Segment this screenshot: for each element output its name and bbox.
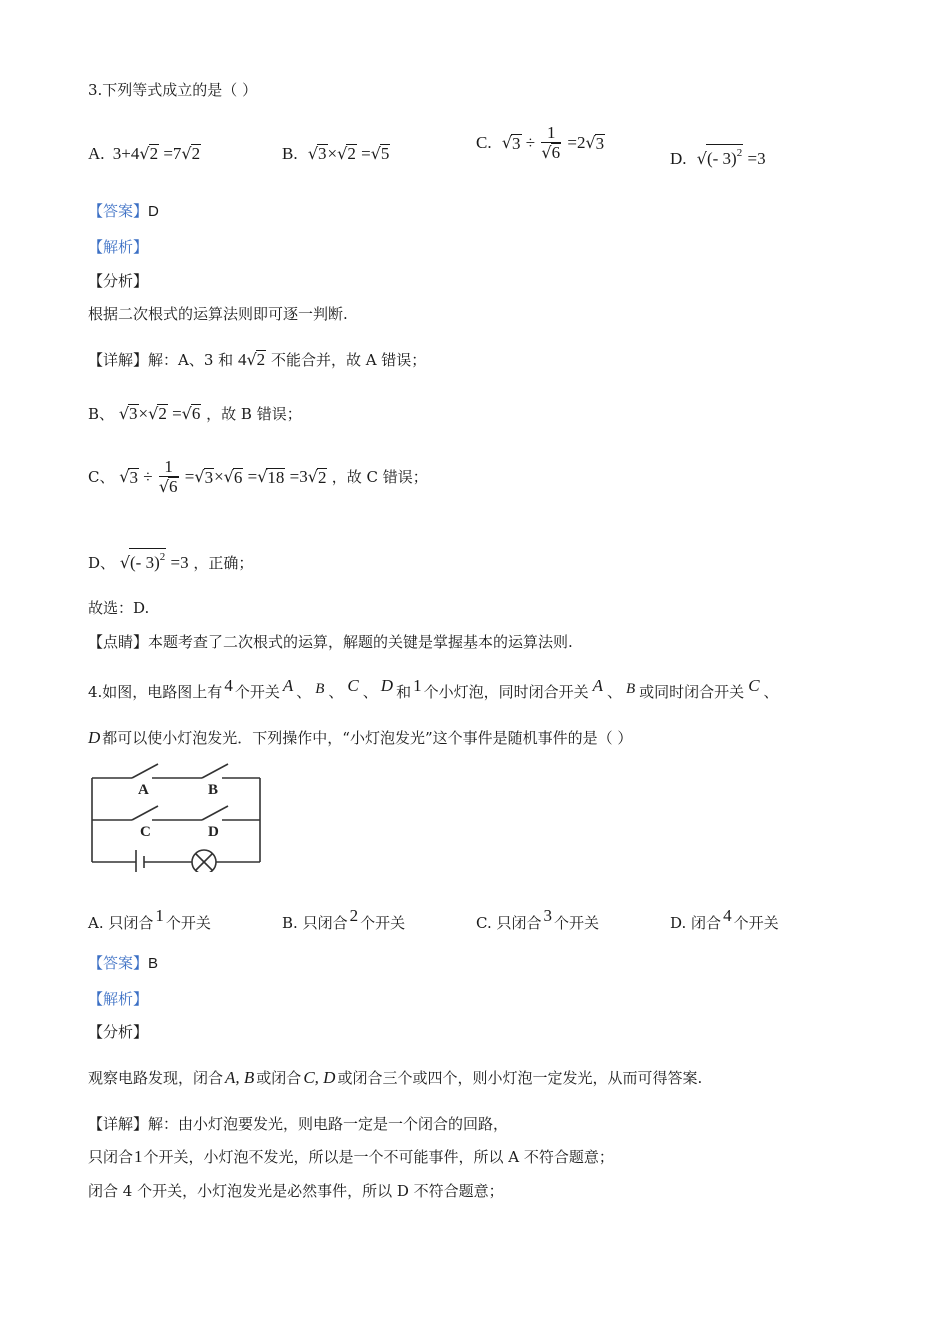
fraction: $\frac{1}{√6}$ <box>541 123 561 162</box>
dianjing: 【点睛】本题考查了二次根式的运算，解题的关键是掌握基本的运算法则. <box>88 633 573 651</box>
radical-icon: √ <box>119 467 130 486</box>
conclusion: 故选：D. <box>88 599 150 617</box>
radical-icon: √ <box>119 553 131 572</box>
detail-c: C、 √3 ÷ $\frac{1}{√6}$ =√3×√6 =√18 =3√2 ，故 C 错误； <box>88 457 428 496</box>
fenxi-text: 根据二次根式的运算法则即可逐一判断. <box>88 305 348 323</box>
radical-icon: √ <box>257 467 268 486</box>
option-label: C. <box>476 133 492 152</box>
radical-icon: √ <box>696 149 707 168</box>
fenxi-tag: 【分析】 <box>88 1023 149 1041</box>
analysis-tag: 【解析】 <box>88 238 149 256</box>
detail-line-2: 只闭合1个开关，小灯泡不发光，所以是一个不可能事件，所以 A 不符合题意； <box>88 1147 614 1166</box>
radical-icon: √ <box>541 143 552 162</box>
radical-icon: √ <box>585 133 596 152</box>
answer-line: 【答案】B <box>88 954 159 972</box>
q4-stem-line1: 4.如图，电路图上有 4 个开关 A 、 B 、 C 、 D 和 1 个小灯泡，同时闭合开关 A 、 B 或同时闭合开关 C 、 <box>88 676 779 701</box>
detail-line-3: 闭合 4 个开关，小灯泡发光是必然事件，所以 D 不符合题意； <box>88 1182 504 1200</box>
switch-b <box>202 764 228 778</box>
q4-option-d: D. 闭合 4 个开关 <box>670 906 779 932</box>
option-label: B. <box>282 144 298 163</box>
radical-icon: √ <box>158 477 170 496</box>
radical-icon: √ <box>148 404 159 423</box>
radical-icon: √ <box>501 133 513 152</box>
detail-a: 【详解】解：A、3 和 4√2 不能合并，故 A 错误； <box>88 350 427 369</box>
fraction: $\frac{1}{√6}$ <box>158 457 178 496</box>
q3-option-c: C. √3 ÷ $\frac{1}{√6}$ =2√3 <box>476 123 605 162</box>
radical-icon: √ <box>194 467 205 486</box>
radical-icon: √ <box>307 467 318 486</box>
switch-label-d: D <box>208 824 219 840</box>
radical-icon: √ <box>307 144 319 163</box>
switch-label-c: C <box>140 824 151 840</box>
fenxi-text: 观察电路发现，闭合 A, B 或闭合 C, D 或闭合三个或四个，则小灯泡一定发光，从而可得答案. <box>88 1068 703 1087</box>
radical-icon: √ <box>181 404 192 423</box>
radical-icon: √ <box>370 144 381 163</box>
switch-label-b: B <box>208 782 219 798</box>
radical-icon: √ <box>246 350 257 369</box>
q4-option-c: C. 只闭合 3 个开关 <box>476 906 600 932</box>
option-label: D. <box>670 149 687 168</box>
q3-option-b: B. √3×√2 =√5 <box>282 144 390 163</box>
radical-icon: √ <box>139 144 150 163</box>
detail-d: D、 √(- 3)$^2$ =3 ，正确； <box>88 548 253 573</box>
q4-stem-line2: D 都可以使小灯泡发光．下列操作中，“小灯泡发光”这个事件是随机事件的是（ ） <box>88 728 633 747</box>
detail-line-1: 【详解】解：由小灯泡要发光，则电路一定是一个闭合的回路， <box>88 1115 509 1133</box>
q3-title: 3.下列等式成立的是（ ） <box>88 81 258 99</box>
circuit-diagram <box>88 762 268 872</box>
q4-option-b: B. 只闭合 2 个开关 <box>282 906 406 932</box>
analysis-tag: 【解析】 <box>88 990 149 1008</box>
switch-c <box>132 806 158 820</box>
q3-option-a: A. 3+4√2 =7√2 <box>88 144 201 163</box>
option-label: A. <box>88 144 105 163</box>
radical-icon: √ <box>337 144 348 163</box>
switch-label-a: A <box>138 782 149 798</box>
detail-b: B、 √3×√2 =√6 ，故 B 错误； <box>88 404 302 423</box>
answer-line: 【答案】D <box>88 202 159 220</box>
radical-icon: √ <box>118 404 130 423</box>
q3-option-d: D. √(- 3)$^2$ =3 <box>670 144 766 169</box>
radical-icon: √ <box>181 144 192 163</box>
q4-option-a: A. 只闭合 1 个开关 <box>88 906 211 932</box>
switch-a <box>132 764 158 778</box>
radical-icon: √ <box>223 467 234 486</box>
fenxi-tag: 【分析】 <box>88 272 149 290</box>
switch-d <box>202 806 228 820</box>
